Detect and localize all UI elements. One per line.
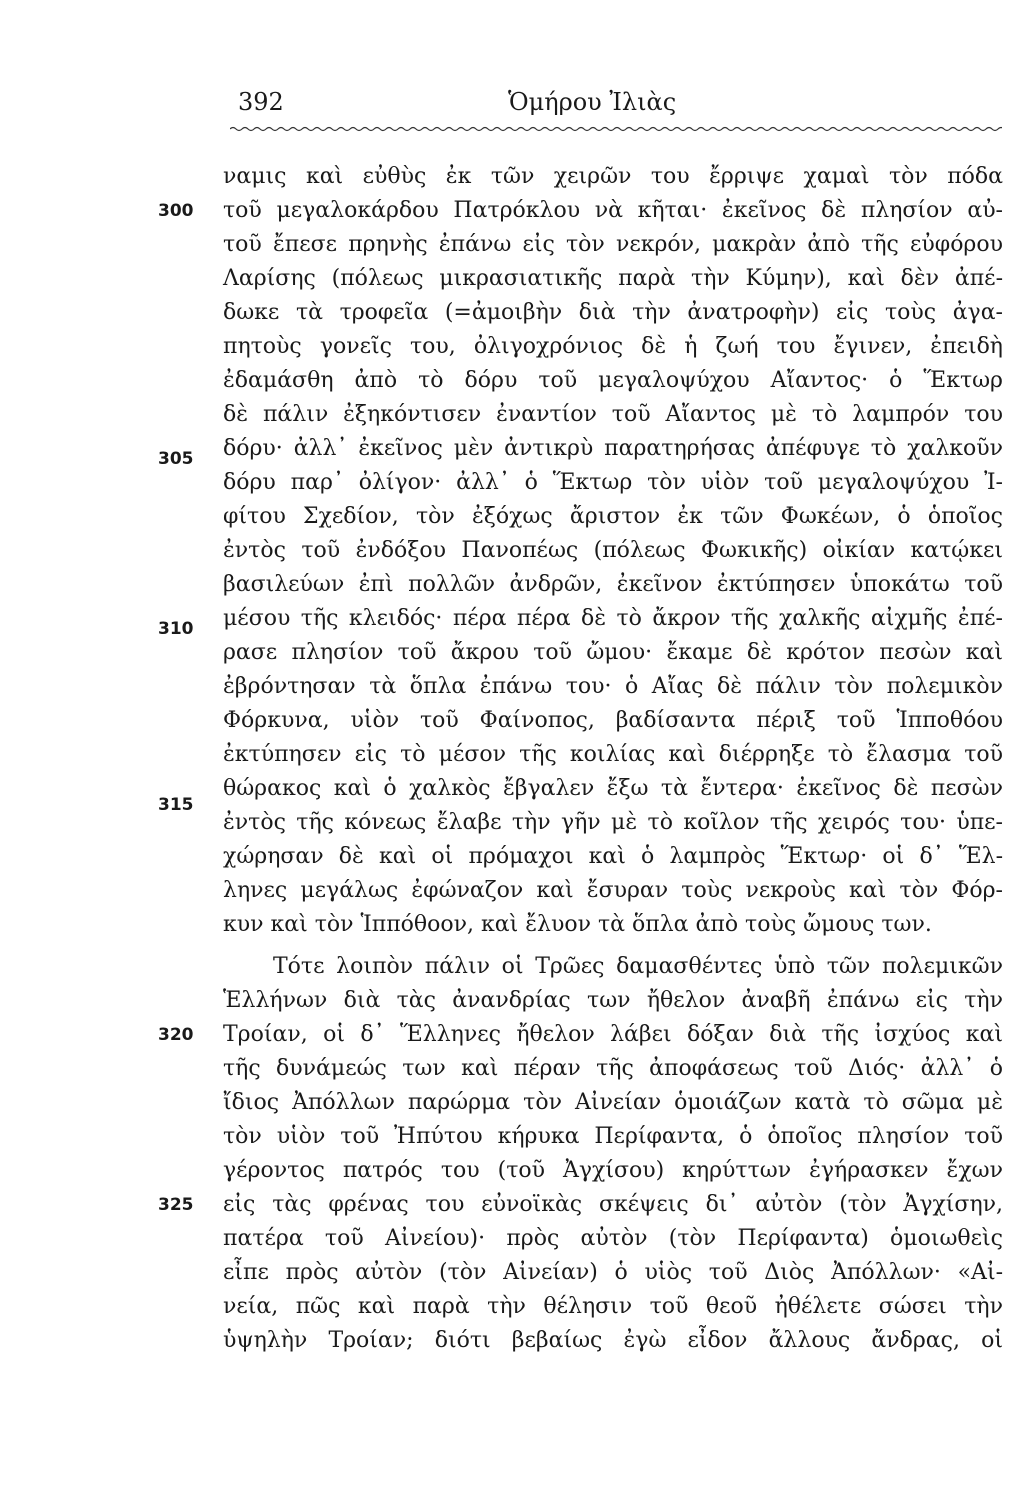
text-line: εἶπε πρὸς αὐτὸν (τὸν Αἰνείαν) ὁ υἱὸς τοῦ Διὸς Ἀπόλλων· «Αἰ- [223, 1260, 1003, 1285]
text-line: θώρακος καὶ ὁ χαλκὸς ἔβγαλεν ἔξω τὰ ἔντερα· ἐκεῖνος δὲ πεσὼν [223, 776, 1003, 801]
text-line: τὸν υἱὸν τοῦ Ἠπύτου κήρυκα Περίφαντα, ὁ ὁποῖος πλησίον τοῦ [223, 1124, 1003, 1149]
text-line: τοῦ μεγαλοκάρδου Πατρόκλου νὰ κῆται· ἐκεῖνος δὲ πλησίον αὐ- [223, 198, 1003, 223]
text-line: δὲ πάλιν ἐξηκόντισεν ἐναντίον τοῦ Αἴαντος μὲ τὸ λαμπρόν του [223, 402, 1003, 427]
text-line: Τροίαν, οἱ δ᾽ Ἕλληνες ἤθελον λάβει δόξαν διὰ τῆς ἰσχύος καὶ [223, 1022, 1003, 1047]
text-line: φίτου Σχεδίον, τὸν ἐξόχως ἄριστον ἐκ τῶν Φωκέων, ὁ ὁποῖος [223, 504, 1003, 529]
text-line: Λαρίσης (πόλεως μικρασιατικῆς παρὰ τὴν Κύμην), καὶ δὲν ἀπέ- [223, 266, 1003, 291]
running-title: Ὁμήρου Ἰλιὰς [508, 88, 677, 116]
text-line: ἐδαμάσθη ἀπὸ τὸ δόρυ τοῦ μεγαλοψύχου Αἴαντος· ὁ Ἕκτωρ [223, 368, 1003, 393]
text-line: ρασε πλησίον τοῦ ἄκρου τοῦ ὤμου· ἔκαμε δὲ κρότον πεσὼν καὶ [223, 640, 1003, 665]
line-number: 300 [158, 201, 194, 221]
line-number: 305 [158, 449, 194, 469]
line-number: 325 [158, 1195, 194, 1215]
wavy-rule [230, 126, 1002, 132]
text-line: ἐκτύπησεν εἰς τὸ μέσον τῆς κοιλίας καὶ διέρρηξε τὸ ἔλασμα τοῦ [223, 742, 1003, 767]
text-line: δόρυ παρ᾽ ὀλίγον· ἀλλ᾽ ὁ Ἕκτωρ τὸν υἱὸν τοῦ μεγαλοψύχου Ἰ- [223, 470, 1003, 495]
text-line: δωκε τὰ τροφεῖα (=ἀμοιβὴν διὰ τὴν ἀνατροφὴν) εἰς τοὺς ἀγα- [223, 300, 1003, 325]
page-header [230, 88, 1000, 128]
text-line: πατέρα τοῦ Αἰνείου)· πρὸς αὐτὸν (τὸν Περίφαντα) ὁμοιωθεὶς [223, 1226, 1003, 1251]
text-line: χώρησαν δὲ καὶ οἱ πρόμαχοι καὶ ὁ λαμπρὸς Ἕκτωρ· οἱ δ᾽ Ἕλ- [223, 844, 1003, 869]
text-line: Ἑλλήνων διὰ τὰς ἀνανδρίας των ἤθελον ἀναβῆ ἐπάνω εἰς τὴν [223, 988, 1003, 1013]
text-line: ἐβρόντησαν τὰ ὅπλα ἐπάνω του· ὁ Αἴας δὲ πάλιν τὸν πολεμικὸν [223, 674, 1003, 699]
text-line: τῆς δυνάμεώς των καὶ πέραν τῆς ἀποφάσεως τοῦ Διός· ἀλλ᾽ ὁ [223, 1056, 1003, 1081]
text-line: δόρυ· ἀλλ᾽ ἐκεῖνος μὲν ἀντικρὺ παρατηρήσας ἀπέφυγε τὸ χαλκοῦν [223, 436, 1003, 461]
text-line: ναμις καὶ εὐθὺς ἐκ τῶν χειρῶν του ἔρριψε χαμαὶ τὸν πόδα [223, 164, 1003, 189]
text-line: μέσου τῆς κλειδός· πέρα πέρα δὲ τὸ ἄκρον τῆς χαλκῆς αἰχμῆς ἐπέ- [223, 606, 1003, 631]
line-number: 315 [158, 795, 194, 815]
text-line: κυν καὶ τὸν Ἱππόθοον, καὶ ἔλυον τὰ ὅπλα ἀπὸ τοὺς ὤμους των. [223, 912, 932, 937]
text-line: Τότε λοιπὸν πάλιν οἱ Τρῶες δαμασθέντες ὑπὸ τῶν πολεμικῶν [273, 954, 1003, 979]
text-line: ἐντὸς τοῦ ἐνδόξου Πανοπέως (πόλεως Φωκικῆς) οἰκίαν κατῴκει [223, 538, 1003, 563]
text-line: πητοὺς γονεῖς του, ὀλιγοχρόνιος δὲ ἡ ζωή του ἔγινεν, ἐπειδὴ [223, 334, 1003, 359]
text-line: εἰς τὰς φρένας του εὐνοϊκὰς σκέψεις δι᾽ αὐτὸν (τὸν Ἀγχίσην, [223, 1192, 1003, 1217]
text-line: ἴδιος Ἀπόλλων παρώρμα τὸν Αἰνείαν ὁμοιάζων κατὰ τὸ σῶμα μὲ [223, 1090, 1003, 1115]
text-line: βασιλεύων ἐπὶ πολλῶν ἀνδρῶν, ἐκεῖνον ἐκτύπησεν ὑποκάτω τοῦ [223, 572, 1003, 597]
text-line: τοῦ ἔπεσε πρηνὴς ἐπάνω εἰς τὸν νεκρόν, μακρὰν ἀπὸ τῆς εὐφόρου [223, 232, 1003, 257]
line-number: 310 [158, 619, 194, 639]
page-number: 392 [238, 88, 284, 116]
text-line: νεία, πῶς καὶ παρὰ τὴν θέλησιν τοῦ θεοῦ ἠθέλετε σώσει τὴν [223, 1294, 1003, 1319]
text-line: Φόρκυνα, υἱὸν τοῦ Φαίνοπος, βαδίσαντα πέριξ τοῦ Ἱπποθόου [223, 708, 1003, 733]
text-line: ἐντὸς τῆς κόνεως ἔλαβε τὴν γῆν μὲ τὸ κοῖλον τῆς χειρός του· ὑπε- [223, 810, 1003, 835]
line-number: 320 [158, 1025, 194, 1045]
text-line: ὑψηλὴν Τροίαν; διότι βεβαίως ἐγὼ εἶδον ἄλλους ἄνδρας, οἱ [223, 1328, 1003, 1353]
text-line: ληνες μεγάλως ἐφώναζον καὶ ἔσυραν τοὺς νεκροὺς καὶ τὸν Φόρ- [223, 878, 1003, 903]
text-line: γέροντος πατρός του (τοῦ Ἀγχίσου) κηρύττων ἐγήρασκεν ἔχων [223, 1158, 1003, 1183]
